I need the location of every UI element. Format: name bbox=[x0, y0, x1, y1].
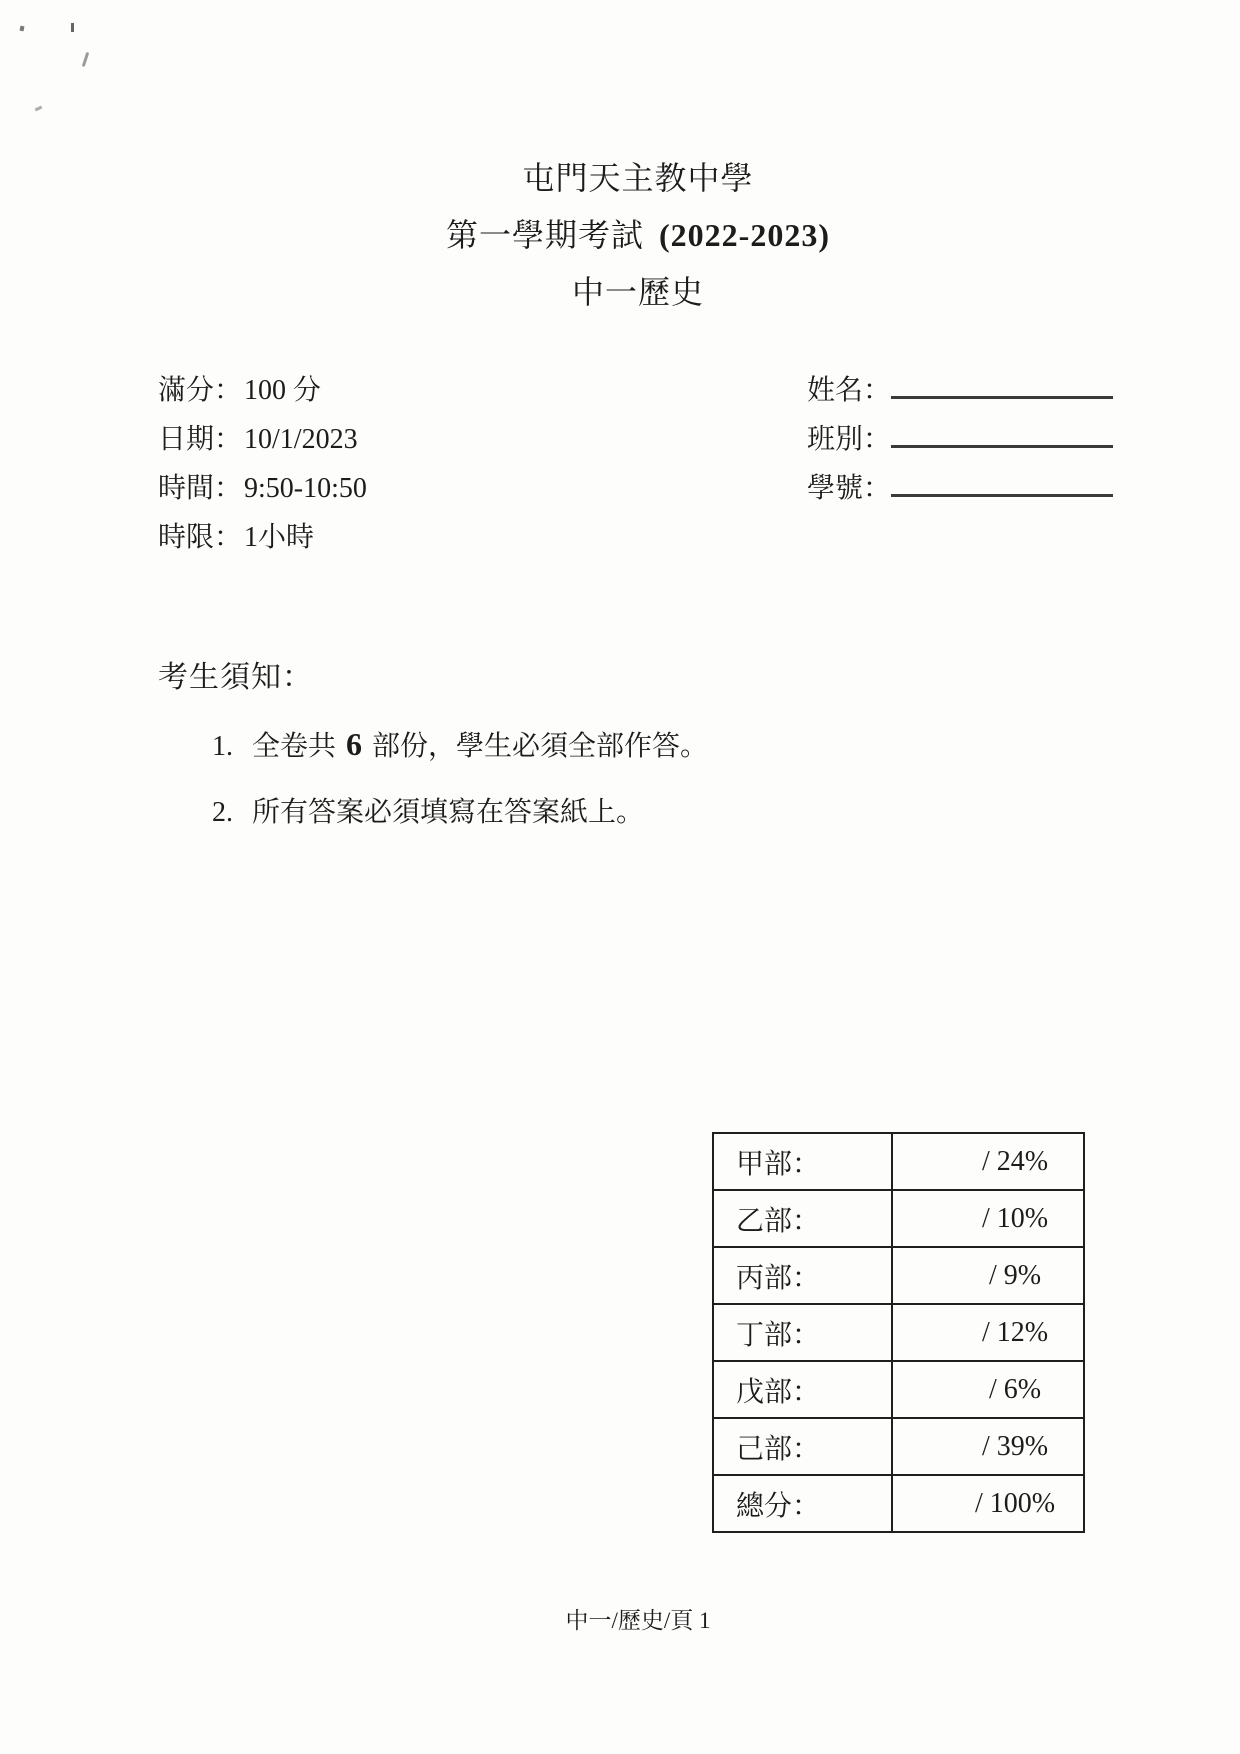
info-value: 9:50-10:50 bbox=[244, 473, 367, 504]
scan-speck bbox=[35, 106, 43, 112]
table-row bbox=[713, 1475, 1084, 1532]
subject-title: 中一歷史 bbox=[571, 274, 704, 310]
info-label: 滿分 bbox=[158, 375, 215, 406]
info-line-name bbox=[807, 366, 1113, 415]
marks-row-label: 乙部： bbox=[713, 1190, 892, 1247]
marks-row-value: / 100% bbox=[892, 1475, 1084, 1532]
info-line-date bbox=[158, 415, 367, 464]
table-row bbox=[713, 1247, 1084, 1304]
scan-speck bbox=[20, 26, 25, 32]
info-line-class bbox=[807, 415, 1113, 464]
notice-text-prefix: 全卷共 bbox=[252, 731, 337, 762]
class-fill-in-blank bbox=[891, 418, 1113, 448]
scan-speck bbox=[82, 52, 89, 67]
marks-row-label: 戊部： bbox=[713, 1361, 892, 1418]
colon: ： bbox=[214, 375, 243, 406]
info-value: 1小時 bbox=[244, 522, 315, 553]
info-value: 10/1/2023 bbox=[244, 424, 358, 455]
marks-row-value: / 24% bbox=[892, 1133, 1084, 1190]
marks-row-value: / 6% bbox=[892, 1361, 1084, 1418]
info-line-duration bbox=[158, 513, 367, 562]
exam-session-title bbox=[18, 210, 1240, 256]
notice-item-2 bbox=[212, 790, 708, 830]
marks-row-label: 丙部： bbox=[713, 1247, 892, 1304]
marks-row-value: / 10% bbox=[892, 1190, 1084, 1247]
notice-heading: 考生須知： bbox=[158, 661, 313, 694]
notice-item-text: 所有答案必須填寫在答案紙上。 bbox=[252, 797, 645, 828]
student-info-block bbox=[807, 366, 1113, 513]
info-line-student-number bbox=[807, 464, 1113, 513]
table-row bbox=[713, 1133, 1084, 1190]
info-line-time bbox=[158, 464, 367, 513]
colon: ： bbox=[214, 522, 243, 553]
marks-row-value: / 9% bbox=[892, 1247, 1084, 1304]
school-name: 屯門天主教中學 bbox=[522, 160, 754, 196]
colon: ： bbox=[214, 424, 243, 455]
colon: ： bbox=[863, 375, 892, 406]
marks-row-label: 己部： bbox=[713, 1418, 892, 1475]
marks-table bbox=[712, 1132, 1085, 1533]
info-label: 時限 bbox=[158, 522, 215, 553]
table-row bbox=[713, 1304, 1084, 1361]
notice-text-suffix: 部份，學生必須全部作答。 bbox=[372, 731, 709, 762]
notice-item-number: 2. bbox=[212, 797, 233, 828]
info-line-full-marks bbox=[158, 366, 367, 415]
table-row bbox=[713, 1190, 1084, 1247]
marks-row-value: / 12% bbox=[892, 1304, 1084, 1361]
page-footer: 中一/歷史/頁 1 bbox=[565, 1608, 711, 1633]
exam-info-block bbox=[158, 366, 367, 562]
exam-session-text: 第一學期考試 bbox=[446, 217, 645, 253]
notice-item-text bbox=[252, 726, 709, 762]
info-label: 姓名 bbox=[807, 375, 864, 406]
notice-item-1 bbox=[212, 724, 708, 764]
notice-list bbox=[212, 724, 708, 856]
notice-section-count: 6 bbox=[346, 726, 363, 762]
colon: ： bbox=[863, 473, 892, 504]
name-fill-in-blank bbox=[891, 369, 1113, 399]
info-label: 時間 bbox=[158, 473, 215, 504]
marks-row-label: 總分： bbox=[713, 1475, 892, 1532]
info-value: 100 分 bbox=[244, 375, 322, 406]
notice-item-number: 1. bbox=[212, 731, 233, 762]
info-label: 班別 bbox=[807, 424, 864, 455]
colon: ： bbox=[863, 424, 892, 455]
marks-row-label: 甲部： bbox=[713, 1133, 892, 1190]
marks-row-value: / 39% bbox=[892, 1418, 1084, 1475]
student-number-fill-in-blank bbox=[891, 467, 1113, 497]
info-label: 日期 bbox=[158, 424, 215, 455]
info-label: 學號 bbox=[807, 473, 864, 504]
marks-row-label: 丁部： bbox=[713, 1304, 892, 1361]
table-row bbox=[713, 1418, 1084, 1475]
exam-years-text: (2022-2023) bbox=[659, 217, 830, 253]
colon: ： bbox=[214, 473, 243, 504]
scan-speck bbox=[71, 23, 74, 32]
table-row bbox=[713, 1361, 1084, 1418]
